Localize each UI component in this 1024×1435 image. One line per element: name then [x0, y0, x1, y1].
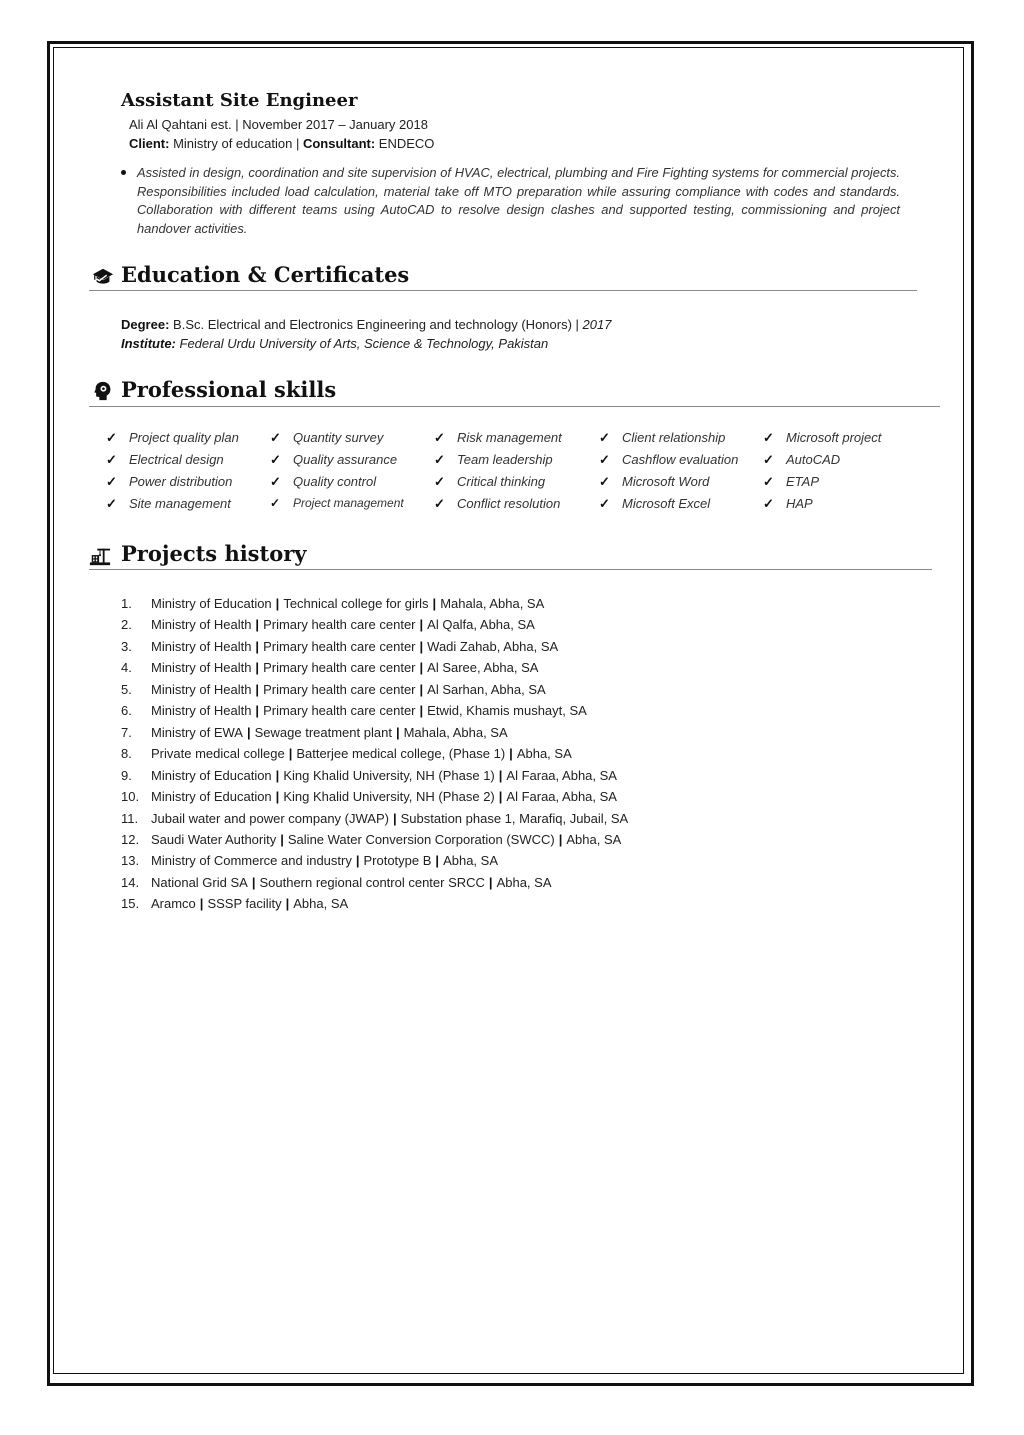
project-item — [121, 682, 546, 697]
check-icon: ✓ — [434, 452, 445, 467]
project-item — [121, 811, 628, 826]
job-description: Assisted in design, coordination and site supervision of HVAC, electrical, plumbing and Fire Fighting systems for commercial projects. Responsibilities included load calculation, material take off MTO preparation while assuring compliance with codes and standards. Collaboration with different teams using AutoCAD to resolve design clashes and supported testing, commissioning and project handover activities. — [137, 165, 900, 237]
project-part: Ministry of Health — [151, 681, 252, 697]
meta-separator: | — [295, 136, 300, 151]
check-icon: ✓ — [434, 430, 445, 445]
project-item — [121, 746, 572, 761]
skill-item: ✓ Quality control — [270, 474, 377, 489]
project-part: Substation phase 1, Marafiq, Jubail, SA — [400, 810, 629, 826]
skills-heading: Professional skills — [121, 377, 337, 402]
project-part: Primary health care center — [263, 617, 416, 633]
separator: | — [419, 617, 424, 633]
separator: | — [280, 831, 284, 847]
client-label: Client: — [129, 136, 170, 151]
project-item — [121, 789, 617, 804]
separator: | — [432, 596, 437, 611]
project-part: National Grid SA — [151, 874, 248, 890]
check-icon: ✓ — [599, 452, 610, 467]
project-part: Prototype B — [363, 853, 432, 869]
check-icon: ✓ — [434, 496, 445, 511]
project-item — [121, 832, 621, 847]
project-part: Al Saree, Abha, SA — [427, 660, 539, 676]
project-number: 9. — [121, 767, 132, 783]
project-number: 12. — [121, 831, 140, 847]
project-part: Aramco — [151, 896, 196, 912]
check-icon: ✓ — [599, 496, 610, 511]
project-number: 4. — [121, 660, 132, 676]
check-icon: ✓ — [763, 474, 774, 489]
project-part: King Khalid University, NH (Phase 1) — [283, 767, 495, 783]
client-consultant — [129, 136, 434, 151]
skill-item: ✓ Electrical design — [106, 452, 224, 467]
check-icon: ✓ — [599, 430, 610, 445]
separator: | — [255, 617, 260, 633]
separator: | — [488, 874, 493, 890]
separator: | — [419, 660, 424, 676]
company-dates: Ali Al Qahtani est. | November 2017 – January 2018 — [129, 117, 428, 132]
project-part: SSSP facility — [207, 896, 282, 912]
skill-item: ✓ Microsoft Word — [599, 474, 710, 489]
separator: | — [395, 724, 400, 740]
project-part: Technical college for girls — [283, 596, 429, 611]
education-heading: Education & Certificates — [121, 262, 410, 287]
separator: | — [285, 896, 290, 912]
check-icon: ✓ — [599, 474, 610, 489]
separator: | — [251, 874, 256, 890]
project-number: 7. — [121, 724, 132, 740]
skill-item: ✓ Critical thinking — [434, 474, 546, 489]
project-part: Abha, SA — [566, 831, 622, 847]
project-part: Ministry of Health — [151, 660, 252, 676]
separator: | — [498, 789, 503, 805]
skill-item: ✓ Risk management — [434, 430, 562, 445]
construction-crane-icon — [89, 545, 111, 567]
check-icon: ✓ — [763, 452, 774, 467]
project-part: Ministry of EWA — [151, 724, 243, 740]
project-part: Mahala, Abha, SA — [440, 596, 545, 611]
degree-value: B.Sc. Electrical and Electronics Engineering and technology (Honors) | — [173, 317, 579, 332]
project-part: Etwid, Khamis mushayt, SA — [427, 703, 587, 719]
skill-item: ✓ Cashflow evaluation — [599, 452, 739, 467]
separator: | — [246, 724, 251, 740]
skill-item: ✓ Conflict resolution — [434, 496, 561, 511]
project-item — [121, 596, 544, 611]
project-number: 3. — [121, 638, 132, 654]
project-part: Saline Water Conversion Corporation (SWCC) — [287, 831, 555, 847]
project-number: 14. — [121, 874, 140, 890]
project-item — [121, 896, 348, 911]
skill-item: ✓ Microsoft Excel — [599, 496, 711, 511]
check-icon: ✓ — [763, 496, 774, 511]
project-number: 10. — [121, 789, 140, 805]
project-item — [121, 853, 498, 868]
project-part: Ministry of Education — [151, 789, 272, 805]
project-part: Primary health care center — [263, 681, 416, 697]
separator: | — [355, 853, 360, 869]
section-divider — [89, 569, 932, 570]
separator: | — [199, 896, 204, 912]
separator: | — [419, 638, 424, 654]
project-part: Batterjee medical college, (Phase 1) — [296, 746, 506, 762]
section-divider — [89, 290, 917, 291]
project-item — [121, 725, 508, 740]
separator: | — [255, 638, 260, 654]
skill-item: ✓ Power distribution — [106, 474, 233, 489]
check-icon: ✓ — [763, 430, 774, 445]
skill-item: ✓ Project quality plan — [106, 430, 239, 445]
project-number: 2. — [121, 617, 132, 633]
skill-item: ✓ Quantity survey — [270, 430, 384, 445]
client-value: Ministry of education — [173, 136, 293, 151]
skill-item: ✓ AutoCAD — [763, 452, 841, 467]
check-icon: ✓ — [270, 474, 281, 489]
project-part: Ministry of Health — [151, 638, 252, 654]
project-part: Al Faraa, Abha, SA — [506, 767, 617, 783]
separator: | — [558, 831, 563, 847]
skill-item: ✓ Quality assurance — [270, 452, 398, 467]
skill-item: ✓ Team leadership — [434, 452, 553, 467]
skill-item: ✓ Microsoft project — [763, 430, 882, 445]
check-icon: ✓ — [270, 430, 281, 445]
skill-item: ✓ Project management — [270, 496, 404, 510]
project-item — [121, 639, 558, 654]
institute-value: Federal Urdu University of Arts, Science & Technology, Pakistan — [179, 336, 549, 351]
degree-label: Degree: — [121, 317, 170, 332]
project-part: Ministry of Education — [151, 767, 272, 783]
project-number: 6. — [121, 703, 132, 719]
project-part: Primary health care center — [263, 703, 416, 719]
separator: | — [255, 681, 260, 697]
project-part: Ministry of Education — [151, 596, 272, 611]
separator: | — [435, 853, 440, 869]
project-number: 11. — [121, 810, 139, 826]
separator: | — [255, 703, 260, 719]
separator: | — [288, 746, 293, 762]
project-item — [121, 660, 538, 675]
project-part: King Khalid University, NH (Phase 2) — [283, 789, 495, 805]
project-number: 15. — [121, 896, 140, 912]
separator: | — [498, 767, 503, 783]
check-icon: ✓ — [106, 496, 117, 511]
separator: | — [392, 810, 397, 826]
project-part: Abha, SA — [516, 746, 572, 762]
graduation-cap-icon — [92, 266, 114, 288]
project-number: 1. — [121, 596, 132, 611]
project-item — [121, 703, 587, 718]
project-part: Sewage treatment plant — [254, 724, 392, 740]
project-part: Jubail water and power company (JWAP) — [151, 810, 389, 826]
degree-line — [121, 317, 611, 332]
check-icon: ✓ — [106, 430, 117, 445]
job-title: Assistant Site Engineer — [121, 90, 358, 111]
project-item — [121, 617, 535, 632]
check-icon: ✓ — [270, 496, 281, 510]
consultant-value: ENDECO — [378, 136, 435, 151]
projects-heading: Projects history — [121, 541, 307, 566]
project-part: Private medical college — [151, 746, 285, 762]
skill-item: ✓ HAP — [763, 496, 813, 511]
institute-label: Institute: — [121, 336, 176, 351]
skill-item: ✓ Client relationship — [599, 430, 726, 445]
project-part: Al Qalfa, Abha, SA — [427, 617, 535, 633]
project-part: Ministry of Health — [151, 703, 252, 719]
check-icon: ✓ — [270, 452, 281, 467]
head-brain-icon — [92, 380, 114, 402]
separator: | — [419, 681, 424, 697]
project-part: Primary health care center — [263, 660, 416, 676]
project-part: Saudi Water Authority — [151, 831, 277, 847]
project-part: Primary health care center — [263, 638, 416, 654]
separator: | — [255, 660, 260, 676]
project-part: Abha, SA — [496, 874, 552, 890]
consultant-label: Consultant: — [302, 136, 376, 151]
project-part: Ministry of Commerce and industry — [151, 853, 352, 869]
project-part: Al Faraa, Abha, SA — [506, 789, 617, 805]
skill-item: ✓ ETAP — [763, 474, 819, 489]
project-part: Al Sarhan, Abha, SA — [427, 681, 546, 697]
project-part: Southern regional control center SRCC — [259, 874, 485, 890]
project-item — [121, 768, 617, 783]
separator: | — [275, 767, 280, 783]
degree-year: 2017 — [582, 317, 612, 332]
project-part: Ministry of Health — [151, 617, 252, 633]
project-part: Mahala, Abha, SA — [403, 724, 508, 740]
project-item — [121, 875, 552, 890]
project-part: Wadi Zahab, Abha, SA — [427, 638, 559, 654]
separator: | — [419, 703, 424, 719]
skill-item: ✓ Site management — [106, 496, 231, 511]
project-part: Abha, SA — [443, 853, 498, 869]
bullet-icon — [121, 170, 126, 175]
project-number: 5. — [121, 681, 132, 697]
separator: | — [275, 596, 280, 611]
check-icon: ✓ — [106, 474, 117, 489]
check-icon: ✓ — [106, 452, 117, 467]
project-number: 13. — [121, 853, 140, 869]
section-divider — [89, 406, 940, 407]
separator: | — [275, 789, 280, 805]
project-number: 8. — [121, 746, 132, 762]
project-part: Abha, SA — [293, 896, 349, 912]
institute-line — [121, 336, 548, 351]
check-icon: ✓ — [434, 474, 445, 489]
separator: | — [509, 746, 513, 762]
